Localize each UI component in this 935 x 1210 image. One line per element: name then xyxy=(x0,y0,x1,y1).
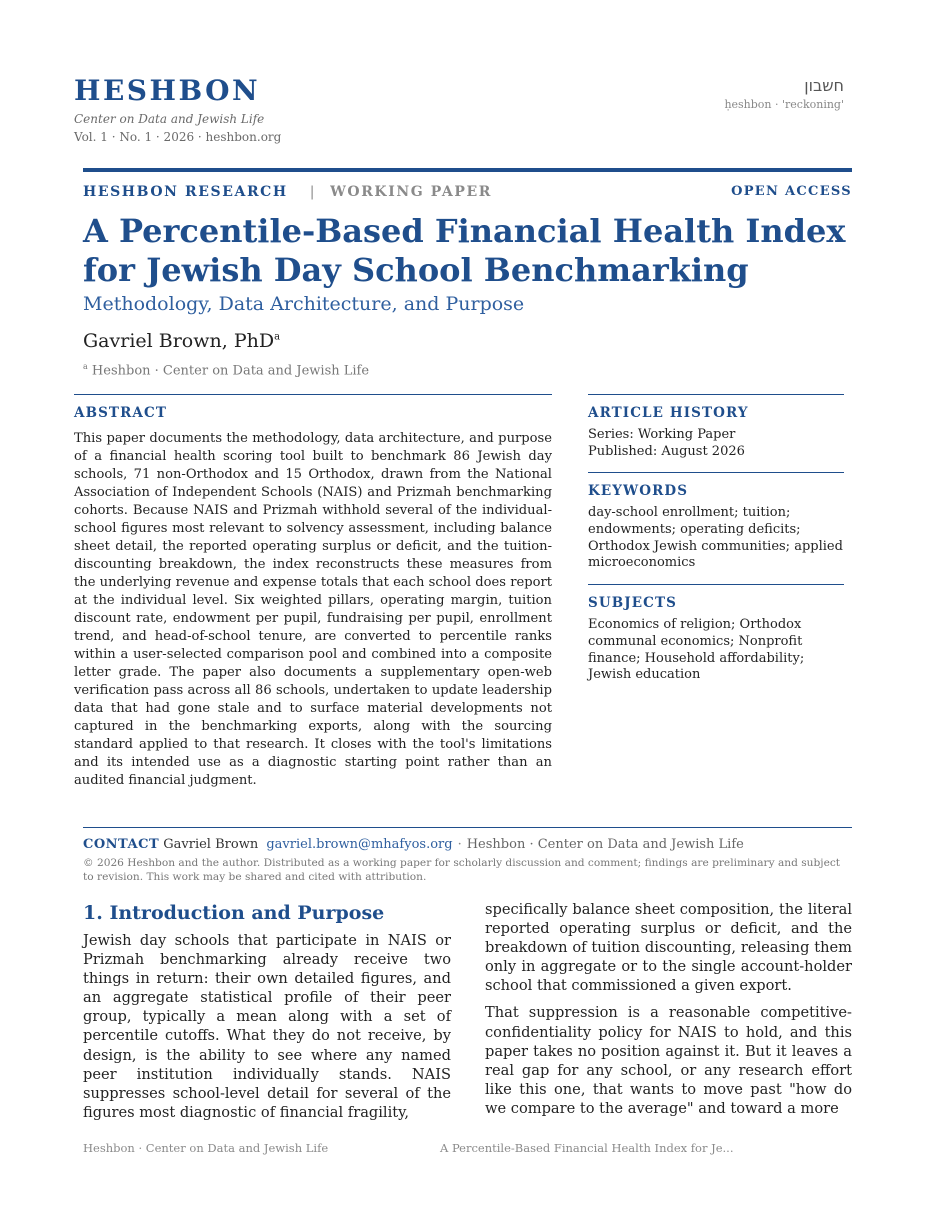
hebrew-wordmark xyxy=(724,76,844,112)
footer-running-title: A Percentile-Based Financial Health Index for Je... xyxy=(440,1141,734,1155)
author-affiliation-mark: a xyxy=(274,331,281,343)
affiliation-line xyxy=(83,358,369,379)
body-column-right xyxy=(485,900,852,1118)
paper-subtitle: Methodology, Data Architecture, and Purpose xyxy=(83,293,525,315)
affiliation-text: Heshbon · Center on Data and Jewish Life xyxy=(91,363,370,379)
body-paragraph: specifically balance sheet composition, the literal reported operating surplus or deficit, and the breakdown of tuition discounting, releasing them only in aggregate or to the single account-holder school that commissioned a given export. xyxy=(485,901,852,995)
contact-label: CONTACT xyxy=(83,837,160,852)
body-paragraph: That suppression is a reasonable competitive-confidentiality policy for NAIS to hold, and this paper takes no position against it. But it leaves a real gap for any school, or any research effort like this one, that wants to move past "how do we compare to the average" and toward a more xyxy=(485,1004,852,1117)
history-published: Published: August 2026 xyxy=(588,443,745,459)
abstract-heading: ABSTRACT xyxy=(74,405,167,421)
contact-email-link[interactable]: gavriel.brown@mhafyos.org xyxy=(266,837,453,852)
masthead xyxy=(74,74,854,154)
history-series: Series: Working Paper xyxy=(588,427,736,442)
article-sidebar xyxy=(588,394,844,684)
header-rule xyxy=(83,168,852,172)
banner-separator: | xyxy=(309,184,317,200)
keywords-heading: KEYWORDS xyxy=(588,483,689,499)
footer-organization: Heshbon · Center on Data and Jewish Life xyxy=(83,1141,329,1155)
contact-separator: · xyxy=(457,837,462,852)
affiliation-mark: a xyxy=(83,362,88,371)
author-name: Gavriel Brown, PhD xyxy=(83,330,275,352)
brand-tagline: Center on Data and Jewish Life xyxy=(74,112,265,126)
keywords-text: day-school enrollment; tuition; endowments; operating deficits; Orthodox Jewish communities; applied microeconomics xyxy=(588,505,843,571)
author-line xyxy=(83,328,280,354)
article-history-heading: ARTICLE HISTORY xyxy=(588,405,749,421)
contact-line xyxy=(83,836,852,853)
hebrew-gloss: ḥeshbon · 'reckoning' xyxy=(724,98,844,111)
volume-line: Vol. 1 · No. 1 · 2026 · heshbon.org xyxy=(74,130,282,144)
paper-title: A Percentile-Based Financial Health Index for Jewish Day School Benchmarking xyxy=(83,212,846,289)
body-paragraph: Jewish day schools that participate in NAIS or Prizmah benchmarking already receive two things in return: their own detailed figures, and an aggregate statistical profile of their peer group, typically a mean along with a set of percentile cutoffs. What they do not receive, by design, is the ability to see where any named peer institution individually stands. NAIS suppresses school-level detail for several of the figures most diagnostic of financial fragility, xyxy=(83,932,451,1121)
body-column-left xyxy=(83,900,451,1122)
brand-name: HESHBON xyxy=(74,74,261,107)
abstract xyxy=(74,394,552,790)
contact-name: Gavriel Brown xyxy=(163,837,259,852)
keywords xyxy=(588,472,844,584)
abstract-text: This paper documents the methodology, data architecture, and purpose of a financial health scoring tool built to benchmark 86 Jewish day schools, 71 non-Orthodox and 15 Orthodox, drawn from the National Association of Independent Schools (NAIS) and Prizmah benchmarking cohorts. Because NAIS and Prizmah withhold several of the individual-school figures most relevant to solvency assessment, including balance sheet detail, the reported operating surplus or deficit, and the tuition-discounting breakdown, the index reconstructs these measures from the underlying revenue and expense totals that each school does report at the individual level. Six weighted pillars, operating margin, tuition discount rate, endowment per pupil, fundraising per pupil, enrollment trend, and head-of-school tenure, are converted to percentile ranks within a user-selected comparison pool and combined into a composite letter grade. The paper also documents a supplementary open-web verification pass across all 86 schools, undertaken to update leadership data that had gone stale and to surface material developments not captured in the benchmarking exports, along with the sourcing standard applied to that research. It closes with the tool's limitations and its intended use as a diagnostic starting point rather than an audited financial judgment. xyxy=(74,431,552,788)
series-banner xyxy=(83,183,852,201)
article-history xyxy=(588,394,844,472)
license-notice: © 2026 Heshbon and the author. Distributed as a working paper for scholarly discussion and comment; findings are preliminary and subject to revision. This work may be shared and cited with attribution. xyxy=(83,857,841,883)
hebrew-title: חשבון xyxy=(804,76,844,95)
open-access-badge: OPEN ACCESS xyxy=(731,184,852,199)
contact-organization: Heshbon · Center on Data and Jewish Life xyxy=(466,837,744,852)
contact-rule xyxy=(83,827,852,828)
section-heading-introduction: 1. Introduction and Purpose xyxy=(83,902,385,924)
subjects-text: Economics of religion; Orthodox communal economics; Nonprofit finance; Household affordability; Jewish education xyxy=(588,617,805,683)
paper-kind: WORKING PAPER xyxy=(330,184,492,200)
subjects-heading: SUBJECTS xyxy=(588,595,677,611)
series-label: HESHBON RESEARCH xyxy=(83,184,288,200)
subjects xyxy=(588,584,844,684)
